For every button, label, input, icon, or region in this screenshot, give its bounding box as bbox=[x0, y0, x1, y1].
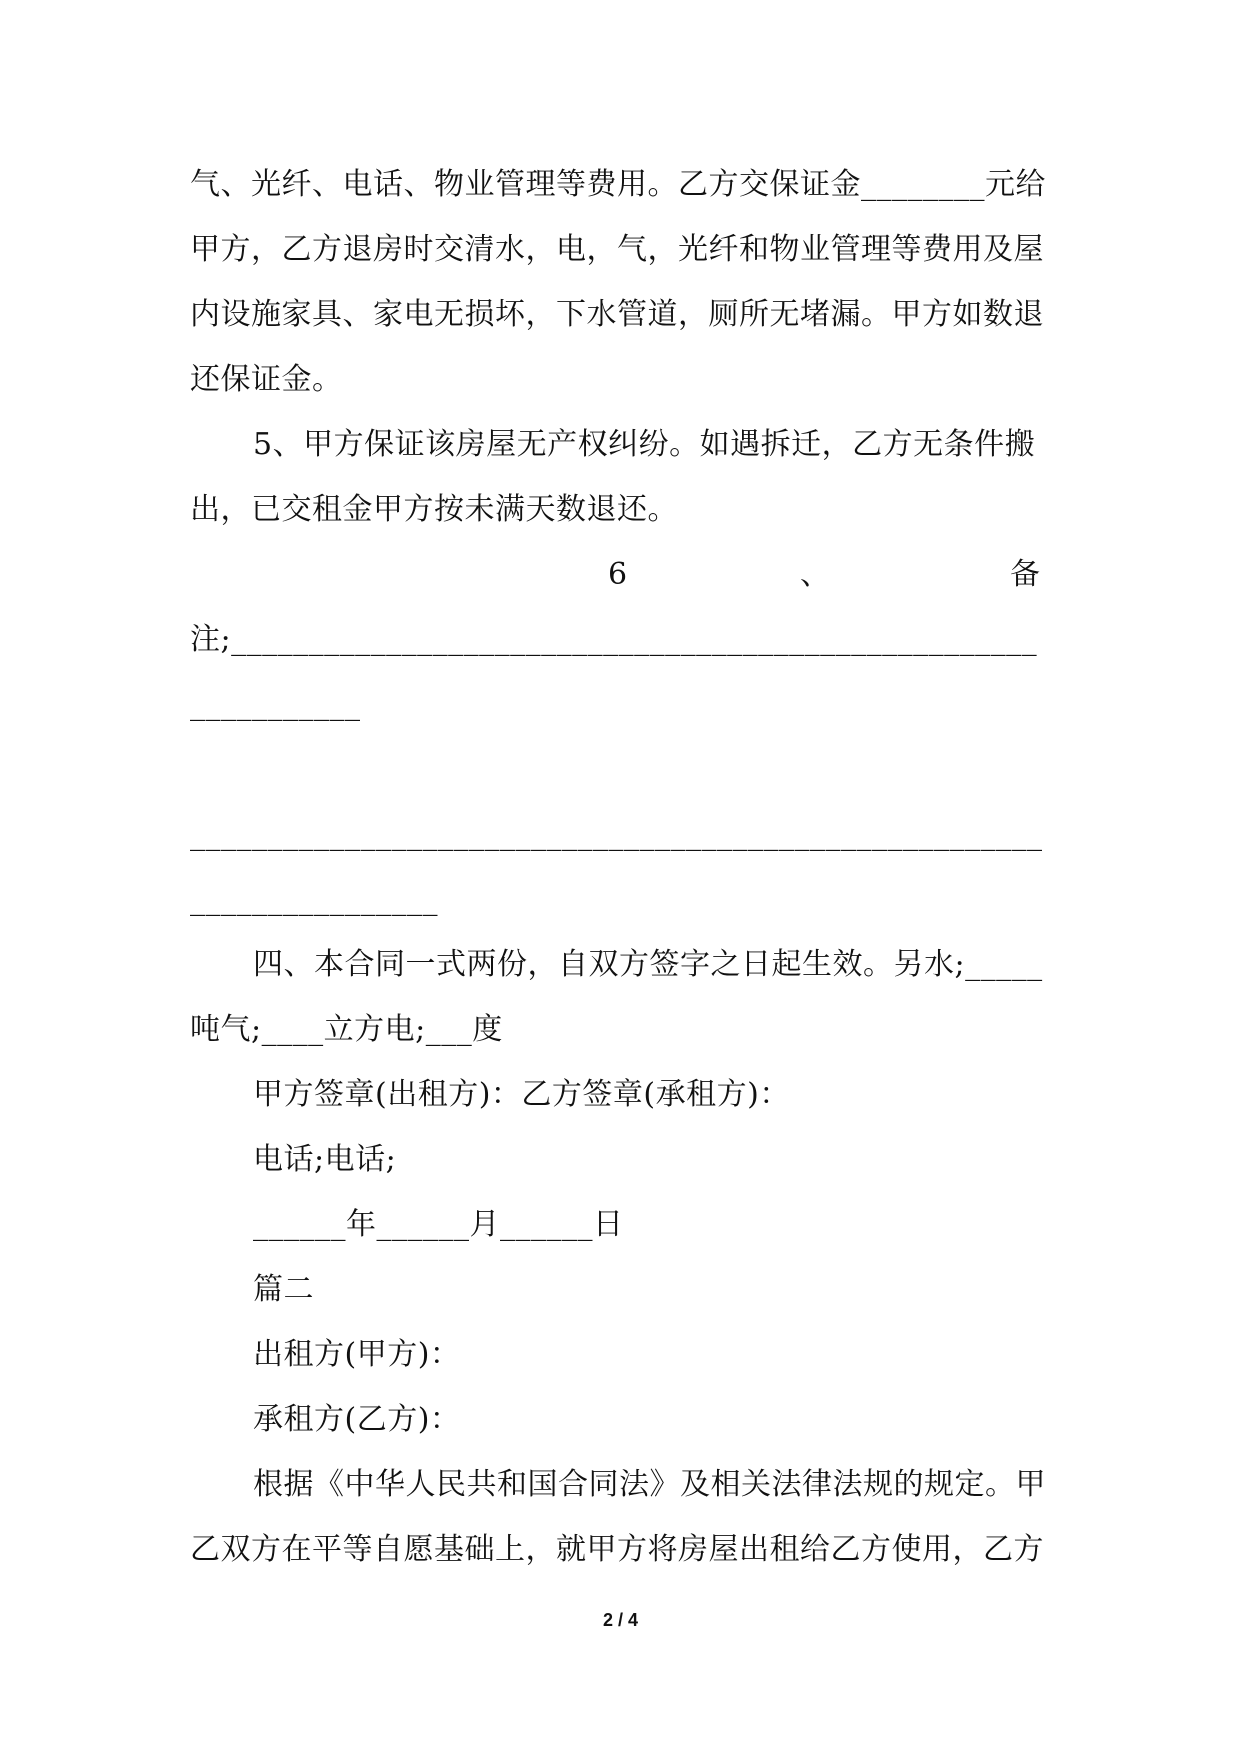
paragraph-line: 四、本合同一式两份，自双方签字之日起生效。另水;_____ bbox=[253, 947, 1043, 982]
remark-number: 6 bbox=[608, 557, 628, 592]
section-heading: 篇二 bbox=[253, 1272, 314, 1307]
blank-line: _______________________________________________________ bbox=[190, 817, 1043, 852]
lessee-line: 承租方(乙方)： bbox=[253, 1402, 461, 1437]
paragraph-line: 乙双方在平等自愿基础上，就甲方将房屋出租给乙方使用，乙方 bbox=[190, 1532, 1044, 1567]
paragraph-line: 甲方，乙方退房时交清水，电，气，光纤和物业管理等费用及屋 bbox=[190, 232, 1044, 267]
page-number: 2 / 4 bbox=[602, 1610, 639, 1630]
remark-separator: 、 bbox=[800, 557, 830, 592]
blank-line: ________________ bbox=[190, 882, 438, 917]
paragraph-line: 还保证金。 bbox=[190, 362, 343, 397]
blank-line: ___________ bbox=[190, 687, 361, 722]
signature-line: 甲方签章(出租方)：乙方签章(承租方)： bbox=[253, 1077, 790, 1112]
paragraph-line: 气、光纤、电话、物业管理等费用。乙方交保证金________元给 bbox=[190, 167, 1046, 202]
paragraph-line: 吨气;____立方电;___度 bbox=[190, 1012, 503, 1047]
paragraph-line: 根据《中华人民共和国合同法》及相关法律法规的规定。甲 bbox=[253, 1467, 1046, 1502]
remark-word: 备 bbox=[1010, 557, 1040, 592]
date-line: ______年______月______日 bbox=[253, 1207, 624, 1242]
paragraph-line: 出，已交租金甲方按未满天数退还。 bbox=[190, 492, 678, 527]
lessor-line: 出租方(甲方)： bbox=[253, 1337, 461, 1372]
paragraph-line: 内设施家具、家电无损坏，下水管道，厕所无堵漏。甲方如数退 bbox=[190, 297, 1044, 332]
remark-line: 注;____________________________________________________ bbox=[190, 622, 1038, 657]
paragraph-line: 5、甲方保证该房屋无产权纠纷。如遇拆迁，乙方无条件搬 bbox=[253, 427, 1036, 462]
phone-line: 电话;电话; bbox=[253, 1142, 397, 1177]
